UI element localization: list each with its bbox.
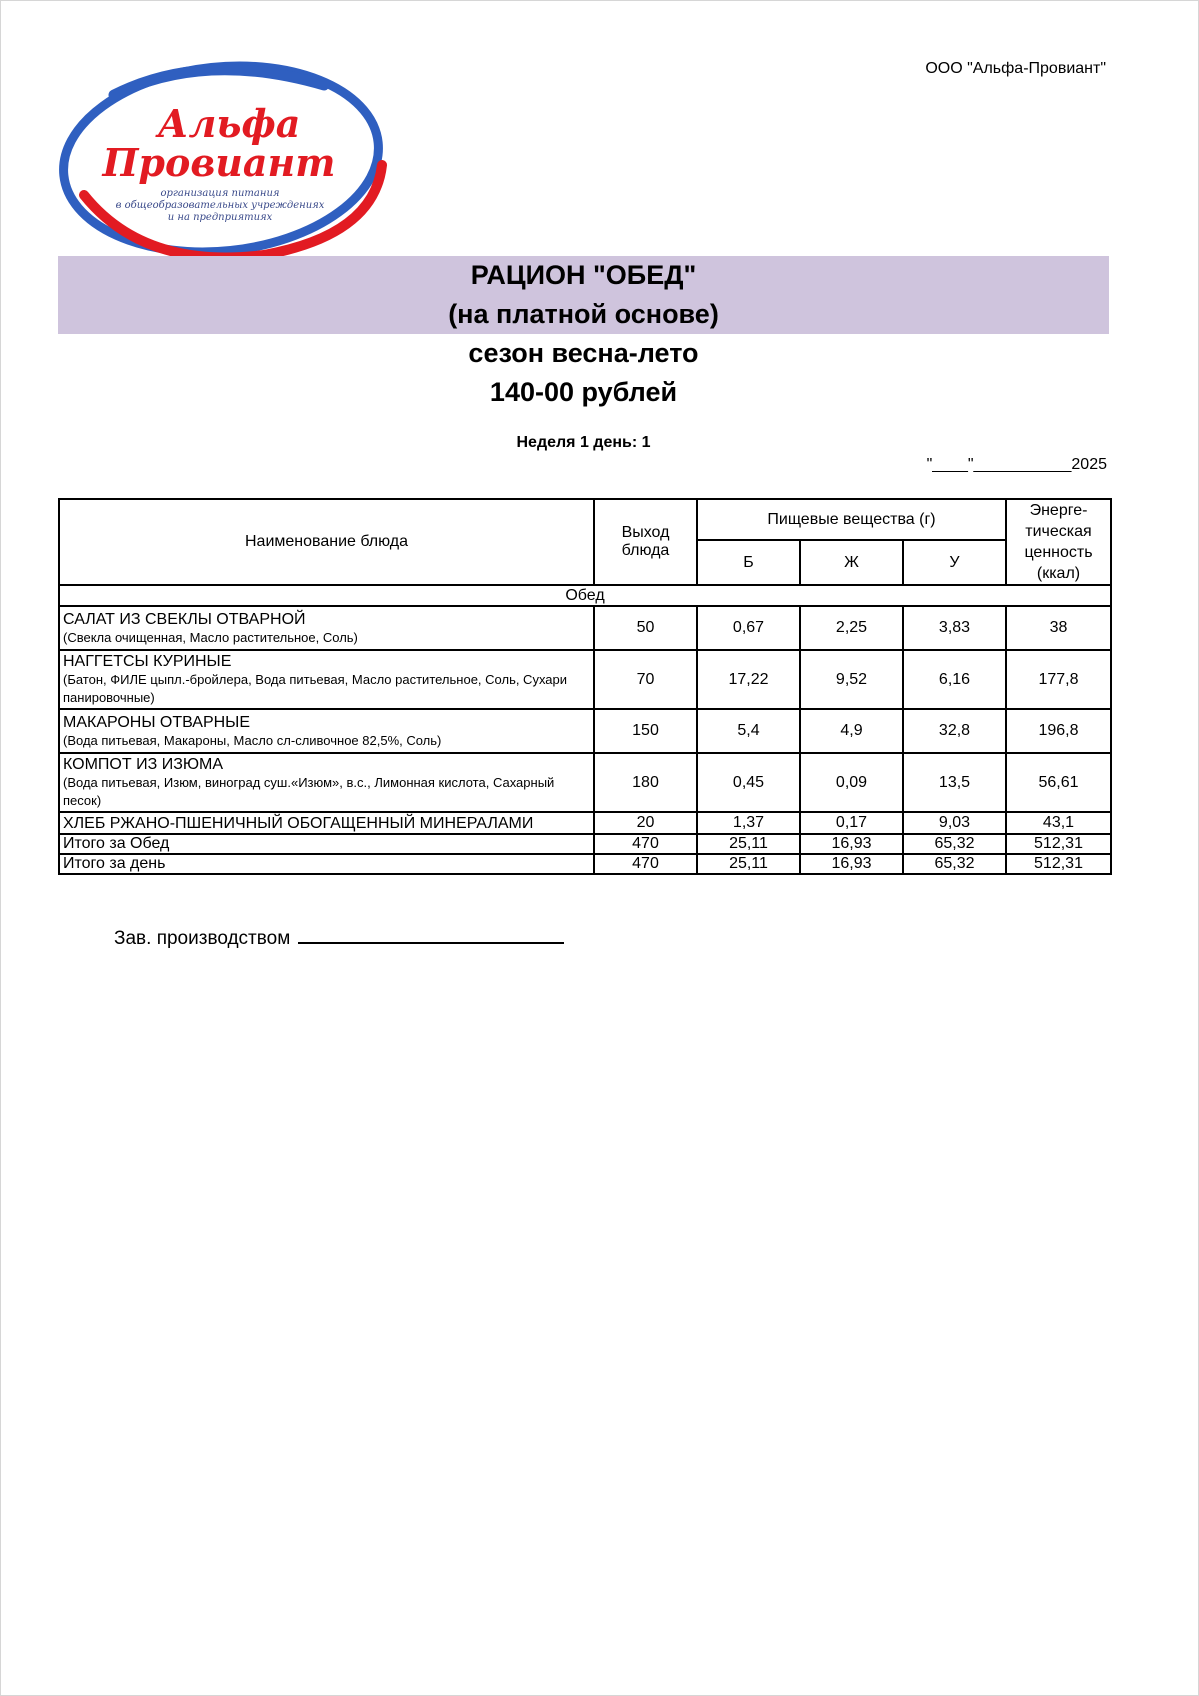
logo-name-line1: Альфа [157, 101, 301, 146]
fat-cell: 16,93 [800, 834, 903, 854]
protein-cell: 0,67 [697, 606, 800, 650]
logo-tagline-2: в общеобразовательных учреждениях [115, 200, 325, 211]
fat-cell: 9,52 [800, 650, 903, 709]
total-label: Итого за день [59, 854, 594, 874]
dish-name: МАКАРОНЫ ОТВАРНЫЕ [63, 713, 251, 731]
logo-name-line2: Провиант [102, 140, 336, 185]
table-row [59, 709, 1111, 753]
total-label: Итого за Обед [59, 834, 594, 854]
dish-name: НАГГЕТСЫ КУРИНЫЕ [63, 653, 232, 670]
header-yield: Выход блюда [594, 499, 697, 585]
table-row [59, 606, 1111, 650]
dish-name: ХЛЕБ РЖАНО-ПШЕНИЧНЫЙ ОБОГАЩЕННЫЙ МИНЕРАЛАМИ [63, 814, 534, 832]
fat-cell: 16,93 [800, 854, 903, 874]
yield-cell: 70 [594, 650, 697, 709]
dish-name: КОМПОТ ИЗ ИЗЮМА [63, 756, 224, 773]
header-nutrients: Пищевые вещества (г) [697, 499, 1006, 540]
company-name: ООО "Альфа-Провиант" [925, 60, 1106, 77]
energy-cell: 196,8 [1006, 709, 1111, 753]
yield-cell: 150 [594, 709, 697, 753]
fat-cell: 4,9 [800, 709, 903, 753]
title-line-3: сезон весна-лето [468, 338, 699, 368]
dish-cell [59, 606, 594, 650]
dish-composition: (Батон, ФИЛЕ цыпл.-бройлера, Вода питьевая, Масло растительное, Соль, Сухари панировочные) [63, 672, 568, 705]
total-row [59, 854, 1111, 874]
carbs-cell: 9,03 [903, 812, 1006, 834]
yield-cell: 470 [594, 834, 697, 854]
energy-cell: 512,31 [1006, 854, 1111, 874]
protein-cell: 1,37 [697, 812, 800, 834]
header-carbs: У [903, 540, 1006, 585]
header-protein: Б [697, 540, 800, 585]
protein-cell: 0,45 [697, 753, 800, 812]
table-row [59, 753, 1111, 812]
header-name: Наименование блюда [59, 499, 594, 585]
protein-cell: 25,11 [697, 834, 800, 854]
protein-cell: 5,4 [697, 709, 800, 753]
carbs-cell: 3,83 [903, 606, 1006, 650]
fat-cell: 2,25 [800, 606, 903, 650]
dish-cell [59, 650, 594, 709]
yield-cell: 180 [594, 753, 697, 812]
date-field: "____"___________2025 [926, 456, 1107, 473]
energy-cell: 43,1 [1006, 812, 1111, 834]
protein-cell: 25,11 [697, 854, 800, 874]
signature-label: Зав. производством [114, 928, 291, 949]
carbs-cell: 6,16 [903, 650, 1006, 709]
header-energy: Энерге- тическая ценность (ккал) [1006, 499, 1111, 585]
table-row [59, 812, 1111, 834]
title-line-2: (на платной основе) [448, 299, 719, 329]
logo-tagline-3: и на предприятиях [167, 212, 273, 223]
dish-rows [59, 606, 1111, 834]
title-line-4: 140-00 рублей [489, 377, 678, 407]
protein-cell: 17,22 [697, 650, 800, 709]
header-fat: Ж [800, 540, 903, 585]
yield-cell: 50 [594, 606, 697, 650]
carbs-cell: 13,5 [903, 753, 1006, 812]
energy-cell: 56,61 [1006, 753, 1111, 812]
dish-cell [59, 812, 594, 834]
dish-cell [59, 753, 594, 812]
dish-composition: (Вода питьевая, Изюм, виноград суш.«Изюм», в.с., Лимонная кислота, Сахарный песок) [63, 775, 555, 808]
energy-cell: 177,8 [1006, 650, 1111, 709]
dish-composition: (Свекла очищенная, Масло растительное, Соль) [63, 629, 358, 645]
dish-cell [59, 709, 594, 753]
logo-tagline-1: организация питания [160, 188, 280, 199]
section-title: Обед [59, 585, 1111, 606]
fat-cell: 0,17 [800, 812, 903, 834]
table-row [59, 650, 1111, 709]
title-line-1: РАЦИОН "ОБЕД" [470, 260, 697, 290]
energy-cell: 512,31 [1006, 834, 1111, 854]
total-row [59, 834, 1111, 854]
week-day: Неделя 1 день: 1 [516, 434, 651, 451]
signature-line [298, 941, 564, 944]
company-logo [54, 55, 388, 260]
total-rows [59, 834, 1111, 874]
dish-composition: (Вода питьевая, Макароны, Масло сл-сливочное 82,5%, Соль) [63, 732, 442, 748]
dish-name: САЛАТ ИЗ СВЕКЛЫ ОТВАРНОЙ [63, 610, 306, 628]
signature-block [114, 928, 564, 950]
carbs-cell: 65,32 [903, 854, 1006, 874]
energy-cell: 38 [1006, 606, 1111, 650]
yield-cell: 20 [594, 812, 697, 834]
menu-table [58, 498, 1112, 875]
carbs-cell: 32,8 [903, 709, 1006, 753]
fat-cell: 0,09 [800, 753, 903, 812]
yield-cell: 470 [594, 854, 697, 874]
carbs-cell: 65,32 [903, 834, 1006, 854]
